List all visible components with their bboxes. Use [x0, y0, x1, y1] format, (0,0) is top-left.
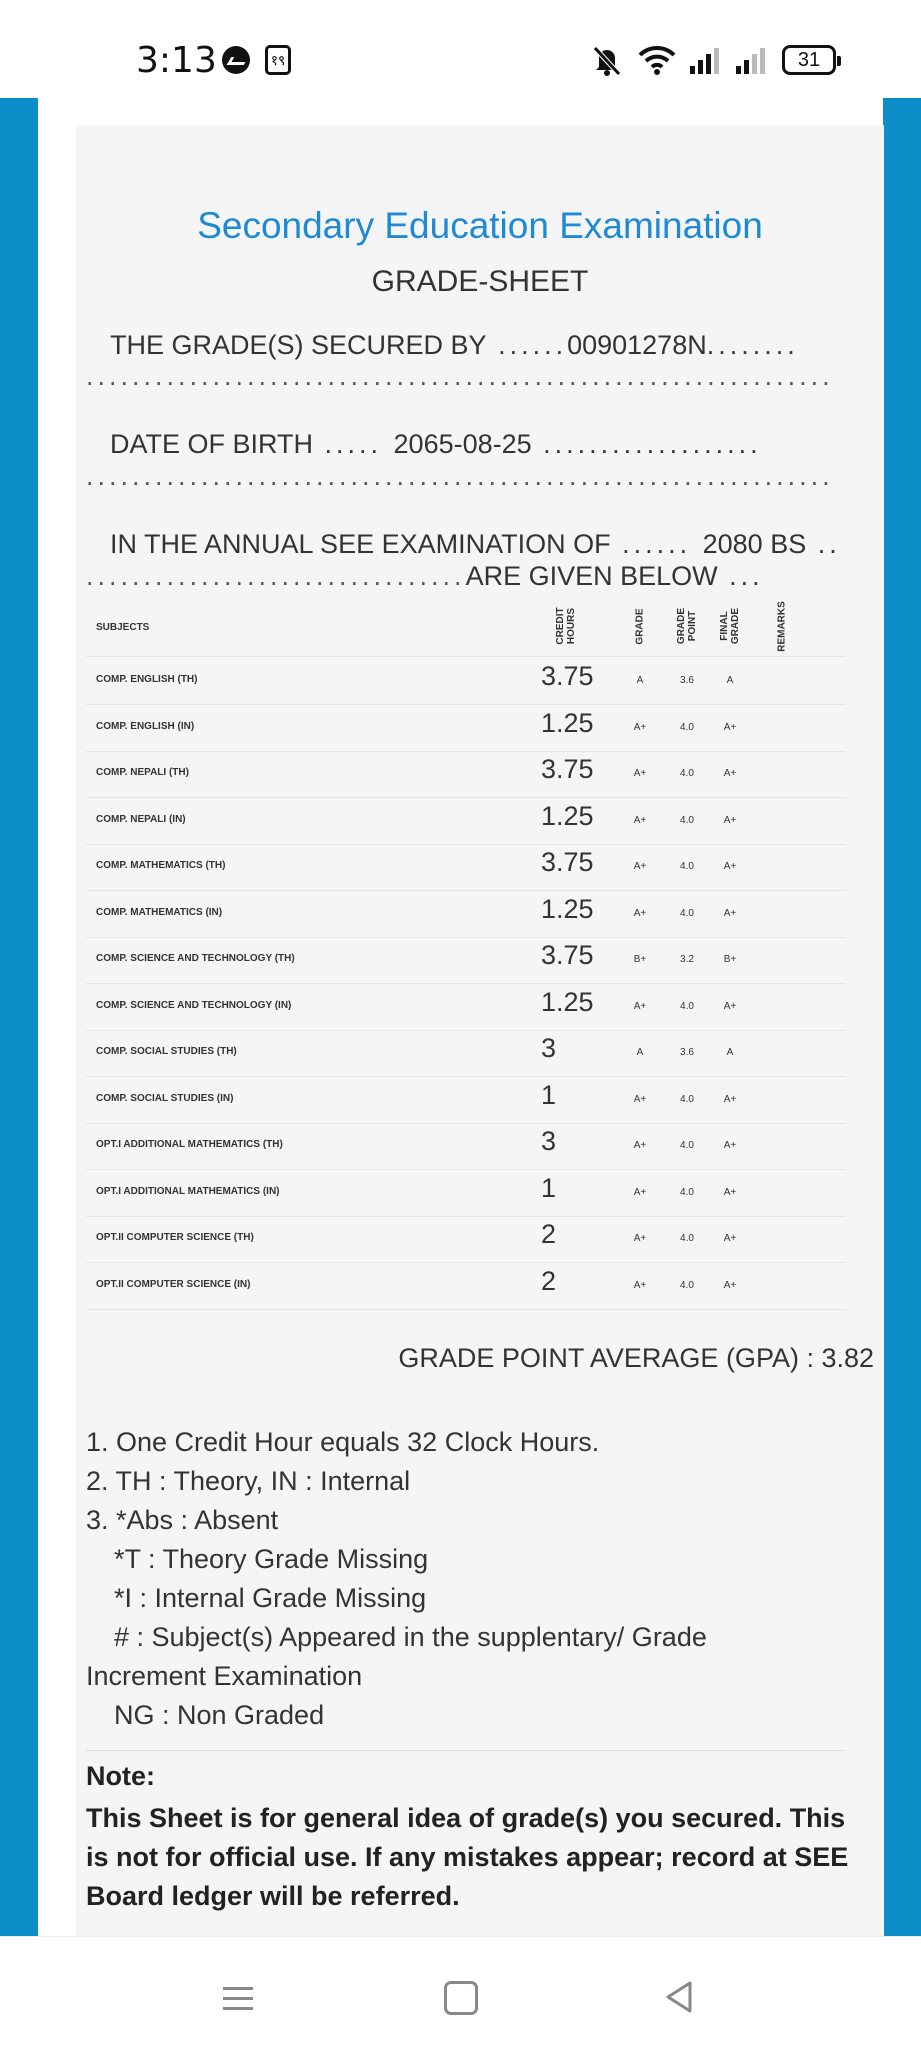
grade-point-cell: 4.0: [680, 768, 694, 779]
dob-row: DATE OF BIRTH ..... 2065-08-25 ...................: [110, 429, 762, 459]
final-grade-cell: A+: [723, 768, 737, 779]
table-row: [86, 1078, 846, 1124]
menu-icon[interactable]: [219, 1977, 259, 2017]
credit-hours-cell: 3: [541, 1126, 557, 1156]
grade-cell: A+: [633, 907, 647, 919]
grade-cell: A+: [633, 1140, 647, 1151]
final-grade-cell: A+: [723, 1000, 737, 1012]
secured-by-row: THE GRADE(S) SECURED BY ......00901278N........: [110, 330, 799, 360]
credit-hours-cell: 1: [541, 1172, 557, 1203]
table-row: [86, 659, 846, 705]
grade-cell: A: [636, 1047, 644, 1058]
messenger-icon: [222, 46, 250, 74]
table-row: [86, 985, 846, 1031]
grade-point-cell: 4.0: [680, 1233, 694, 1244]
exam-year: 2080 BS: [702, 529, 807, 559]
final-grade-cell: A: [726, 1047, 734, 1058]
final-grade-cell: A: [726, 675, 734, 686]
grade-point-cell: 4.0: [680, 814, 694, 826]
subject-cell: COMP. SCIENCE AND TECHNOLOGY (IN): [96, 999, 292, 1011]
subject-cell: COMP. MATHEMATICS (IN): [96, 906, 223, 918]
final-grade-cell: A+: [723, 721, 737, 733]
subject-cell: COMP. ENGLISH (IN): [96, 720, 195, 732]
note-line: Increment Examination: [86, 1661, 363, 1691]
credit-hours-cell: 3.75: [541, 661, 594, 691]
table-row: [86, 938, 846, 984]
grade-cell: A+: [633, 814, 647, 826]
subject-cell: OPT.II COMPUTER SCIENCE (IN): [96, 1278, 251, 1290]
wifi-icon: [638, 44, 676, 76]
page-content[interactable]: [38, 98, 883, 1936]
grade-point-cell: 4.0: [680, 1093, 694, 1105]
note-body: This Sheet is for general idea of grade(s) you secured. This is not for official use. If any mistakes appear; record at SEE Board ledger will be referred.: [86, 1803, 849, 1911]
grade-point-cell: 3.2: [680, 954, 694, 965]
credit-hours-cell: 3.75: [541, 754, 594, 784]
credit-hours-cell: 3.75: [541, 847, 594, 877]
note-line: *I : Internal Grade Missing: [114, 1583, 427, 1613]
note-line: NG : Non Graded: [114, 1700, 325, 1730]
news-icon: १९: [265, 45, 291, 75]
final-grade-cell: A+: [723, 814, 737, 826]
final-grade-cell: A+: [723, 1093, 737, 1105]
subject-cell: COMP. NEPALI (TH): [96, 767, 189, 778]
subject-cell: COMP. ENGLISH (TH): [96, 674, 198, 685]
grade-cell: A+: [633, 861, 647, 872]
grade-point-cell: 4.0: [680, 861, 694, 872]
table-row: [86, 752, 846, 798]
grade-cell: A+: [633, 1279, 647, 1291]
grade-cell: A+: [633, 1000, 647, 1012]
credit-hours-cell: 1.25: [541, 707, 594, 738]
subject-cell: OPT.I ADDITIONAL MATHEMATICS (TH): [96, 1139, 283, 1150]
table-row: [86, 845, 846, 891]
grade-point-cell: 3.6: [680, 1047, 694, 1058]
dotted-line: .................................................................: [86, 361, 834, 391]
subject-cell: COMP. MATHEMATICS (TH): [96, 860, 226, 871]
header-grade: GRADE: [634, 608, 646, 645]
grade-point-cell: 4.0: [680, 721, 694, 733]
dob-label: DATE OF BIRTH: [110, 429, 314, 459]
credit-hours-cell: 1: [541, 1079, 557, 1110]
credit-hours-cell: 1.25: [541, 800, 594, 831]
grade-cell: A: [636, 675, 644, 686]
subject-cell: COMP. NEPALI (IN): [96, 813, 186, 825]
credit-hours-cell: 2: [541, 1265, 557, 1296]
signal-icon: [736, 46, 768, 74]
dotted-line: .................................................................: [86, 461, 834, 491]
header-grade-point: GRADE POINT: [676, 607, 698, 645]
grade-cell: A+: [633, 1233, 647, 1244]
credit-hours-cell: 2: [541, 1219, 557, 1249]
grade-point-cell: 4.0: [680, 1140, 694, 1151]
final-grade-cell: A+: [723, 1233, 737, 1244]
table-row: [86, 1171, 846, 1217]
grade-point-cell: 4.0: [680, 907, 694, 919]
symbol-number: 00901278N: [567, 330, 707, 360]
note-line: 1. One Credit Hour equals 32 Clock Hours.: [86, 1427, 600, 1457]
subject-cell: COMP. SOCIAL STUDIES (TH): [96, 1046, 237, 1057]
subject-cell: OPT.I ADDITIONAL MATHEMATICS (IN): [96, 1185, 280, 1197]
navigation-bar: [0, 1936, 921, 2048]
credit-hours-cell: 1.25: [541, 986, 594, 1017]
note-line: # : Subject(s) Appeared in the supplentary/ Grade: [114, 1622, 707, 1652]
left-band: [0, 98, 38, 1936]
table-row: [86, 892, 846, 938]
grade-point-cell: 4.0: [680, 1279, 694, 1291]
table-row: [86, 1217, 846, 1263]
divider: [86, 1750, 846, 1751]
grade-cell: A+: [633, 1093, 647, 1105]
back-icon[interactable]: [660, 1977, 700, 2017]
grade-point-cell: 4.0: [680, 1000, 694, 1012]
subject-cell: COMP. SOCIAL STUDIES (IN): [96, 1092, 234, 1104]
dob-value: 2065-08-25: [393, 429, 532, 459]
secured-by-label: THE GRADE(S) SECURED BY: [110, 330, 487, 360]
note-title: Note:: [86, 1761, 155, 1791]
note-line: 2. TH : Theory, IN : Internal: [86, 1466, 411, 1496]
gpa-text: GRADE POINT AVERAGE (GPA) : 3.82: [398, 1343, 874, 1373]
exam-label: IN THE ANNUAL SEE EXAMINATION OF: [110, 529, 611, 559]
given-below-row: .................................ARE GIVEN BELOW ...: [86, 561, 764, 591]
table-row: [86, 1031, 846, 1077]
table-row: [86, 706, 846, 752]
table-header: [86, 597, 846, 657]
grade-cell: A+: [633, 1186, 647, 1198]
page-subtitle: GRADE-SHEET: [371, 265, 589, 298]
final-grade-cell: A+: [723, 907, 737, 919]
grade-point-cell: 3.6: [680, 675, 694, 686]
header-final-grade: FINAL GRADE: [719, 607, 741, 645]
battery-icon: 31: [782, 45, 836, 75]
status-icons: [590, 40, 836, 80]
final-grade-cell: A+: [723, 1186, 737, 1198]
final-grade-cell: A+: [723, 1140, 737, 1151]
note-line: *T : Theory Grade Missing: [114, 1544, 429, 1574]
clock: 3:13: [136, 40, 217, 81]
final-grade-cell: B+: [723, 954, 737, 965]
header-credit-hours: CREDIT HOURS: [555, 607, 577, 645]
signal-icon: [690, 46, 722, 74]
subject-cell: COMP. SCIENCE AND TECHNOLOGY (TH): [96, 953, 295, 964]
credit-hours-cell: 1.25: [541, 893, 594, 924]
table-row: [86, 799, 846, 845]
legend-notes: [86, 1423, 846, 1735]
header-remarks: REMARKS: [776, 601, 788, 652]
status-bar: [0, 0, 921, 98]
note-line: 3. *Abs : Absent: [86, 1505, 279, 1535]
page-title: Secondary Education Examination: [197, 205, 763, 246]
grade-cell: A+: [633, 768, 647, 779]
subject-cell: OPT.II COMPUTER SCIENCE (TH): [96, 1232, 254, 1243]
grade-sheet-card: [76, 125, 884, 1936]
credit-hours-cell: 3.75: [541, 940, 594, 970]
home-icon[interactable]: [440, 1977, 480, 2017]
credit-hours-cell: 3: [541, 1033, 557, 1063]
right-band: [883, 98, 921, 1936]
grade-cell: B+: [633, 954, 647, 965]
final-grade-cell: A+: [723, 1279, 737, 1291]
grade-point-cell: 4.0: [680, 1186, 694, 1198]
final-grade-cell: A+: [723, 861, 737, 872]
header-subjects: SUBJECTS: [96, 622, 150, 633]
mute-icon: [590, 43, 624, 77]
grade-cell: A+: [633, 721, 647, 733]
table-row: [86, 1264, 846, 1310]
table-row: [86, 1124, 846, 1170]
given-below-label: ARE GIVEN BELOW: [465, 561, 718, 591]
exam-row: IN THE ANNUAL SEE EXAMINATION OF ...... 2080 BS ..: [110, 529, 841, 559]
